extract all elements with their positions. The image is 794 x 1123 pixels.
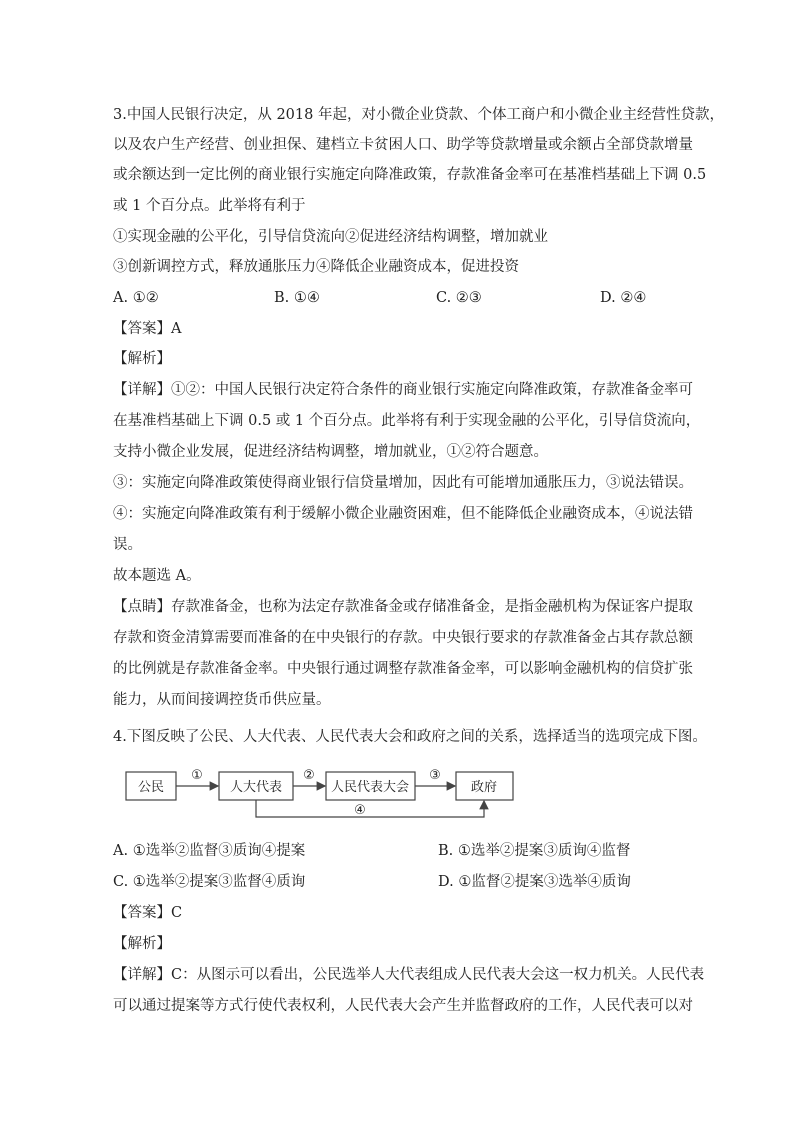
q3-answer: 【答案】A <box>113 321 182 337</box>
q4-option-b: B. ①选举②提案③质询④监督 <box>438 843 631 859</box>
arrow-4-line <box>256 800 484 817</box>
q4-option-d: D. ①监督②提案③选举④质询 <box>438 874 631 890</box>
q3-tip-line-2: 存款和资金清算需要而准备的在中央银行的存款。中央银行要求的存款准备金占其存款总额 <box>113 630 693 646</box>
node-citizen: 公民 <box>137 780 165 795</box>
q4-flow-diagram <box>124 762 524 824</box>
q3-option-a: A. ①② <box>113 290 159 306</box>
q3-stem-line-4: 或 1 个百分点。此举将有利于 <box>113 198 306 214</box>
arrow-3-label: ③ <box>429 768 441 783</box>
arrow-2-label: ② <box>303 768 315 783</box>
q3-analysis-label: 【解析】 <box>113 351 171 367</box>
q3-stem-line-3: 或余额达到一定比例的商业银行实施定向降准政策，存款准备金率可在基准档基础上下调 0.5 <box>113 167 707 183</box>
q3-tip-line-4: 能力，从而间接调控货币供应量。 <box>113 692 331 708</box>
q4-stem: 4.下图反映了公民、人大代表、人民代表大会和政府之间的关系，选择适当的选项完成下图。 <box>113 729 707 745</box>
q3-detail-line-3: 支持小微企业发展，促进经济结构调整，增加就业，①②符合题意。 <box>113 444 548 460</box>
q3-detail-line-4: ③：实施定向降准政策使得商业银行信贷量增加，因此有可能增加通胀压力，③说法错误。 <box>113 475 693 491</box>
q3-stem-line-2: 以及农户生产经营、创业担保、建档立卡贫困人口、助学等贷款增量或余额占全部贷款增量 <box>113 137 693 153</box>
q3-option-d: D. ②④ <box>600 290 647 306</box>
q4-detail-line-2: 可以通过提案等方式行使代表权利，人民代表大会产生并监督政府的工作，人民代表可以对 <box>113 998 693 1014</box>
node-government: 政府 <box>470 780 498 795</box>
arrow-1-label: ① <box>191 768 203 783</box>
q3-stem-line-1: 3.中国人民银行决定，从 2018 年起，对小微企业贷款、个体工商户和小微企业主经营性贷款， <box>113 107 724 123</box>
q3-detail-line-1: 【详解】①②：中国人民银行决定符合条件的商业银行实施定向降准政策，存款准备金率可 <box>113 382 693 398</box>
q4-option-a: A. ①选举②监督③质询④提案 <box>113 843 306 859</box>
q4-analysis-label: 【解析】 <box>113 936 171 952</box>
node-congress: 人民代表大会 <box>330 780 410 795</box>
node-deputy: 人大代表 <box>229 780 283 795</box>
q3-detail-line-6: 误。 <box>113 537 142 553</box>
q3-item-line-1: ①实现金融的公平化，引导信贷流向②促进经济结构调整，增加就业 <box>113 229 548 245</box>
q4-option-c: C. ①选举②提案③监督④质询 <box>113 874 306 890</box>
q3-option-c: C. ②③ <box>436 290 482 306</box>
q3-detail-line-7: 故本题选 A。 <box>113 568 201 584</box>
q3-tip-line-3: 的比例就是存款准备金率。中央银行通过调整存款准备金率，可以影响金融机构的信贷扩张 <box>113 661 693 677</box>
q3-tip-line-1: 【点睛】存款准备金，也称为法定存款准备金或存储准备金，是指金融机构为保证客户提取 <box>113 599 693 615</box>
q3-detail-line-5: ④：实施定向降准政策有利于缓解小微企业融资困难，但不能降低企业融资成本，④说法错 <box>113 506 693 522</box>
q3-detail-line-2: 在基准档基础上下调 0.5 或 1 个百分点。此举将有利于实现金融的公平化，引导信贷流向， <box>113 413 701 429</box>
q3-option-b: B. ①④ <box>274 290 320 306</box>
q3-item-line-2: ③创新调控方式，释放通胀压力④降低企业融资成本，促进投资 <box>113 259 519 275</box>
q4-answer: 【答案】C <box>113 905 183 921</box>
q4-detail-line-1: 【详解】C：从图示可以看出，公民选举人大代表组成人民代表大会这一权力机关。人民代表 <box>113 967 705 983</box>
arrow-4-label: ④ <box>354 803 366 818</box>
